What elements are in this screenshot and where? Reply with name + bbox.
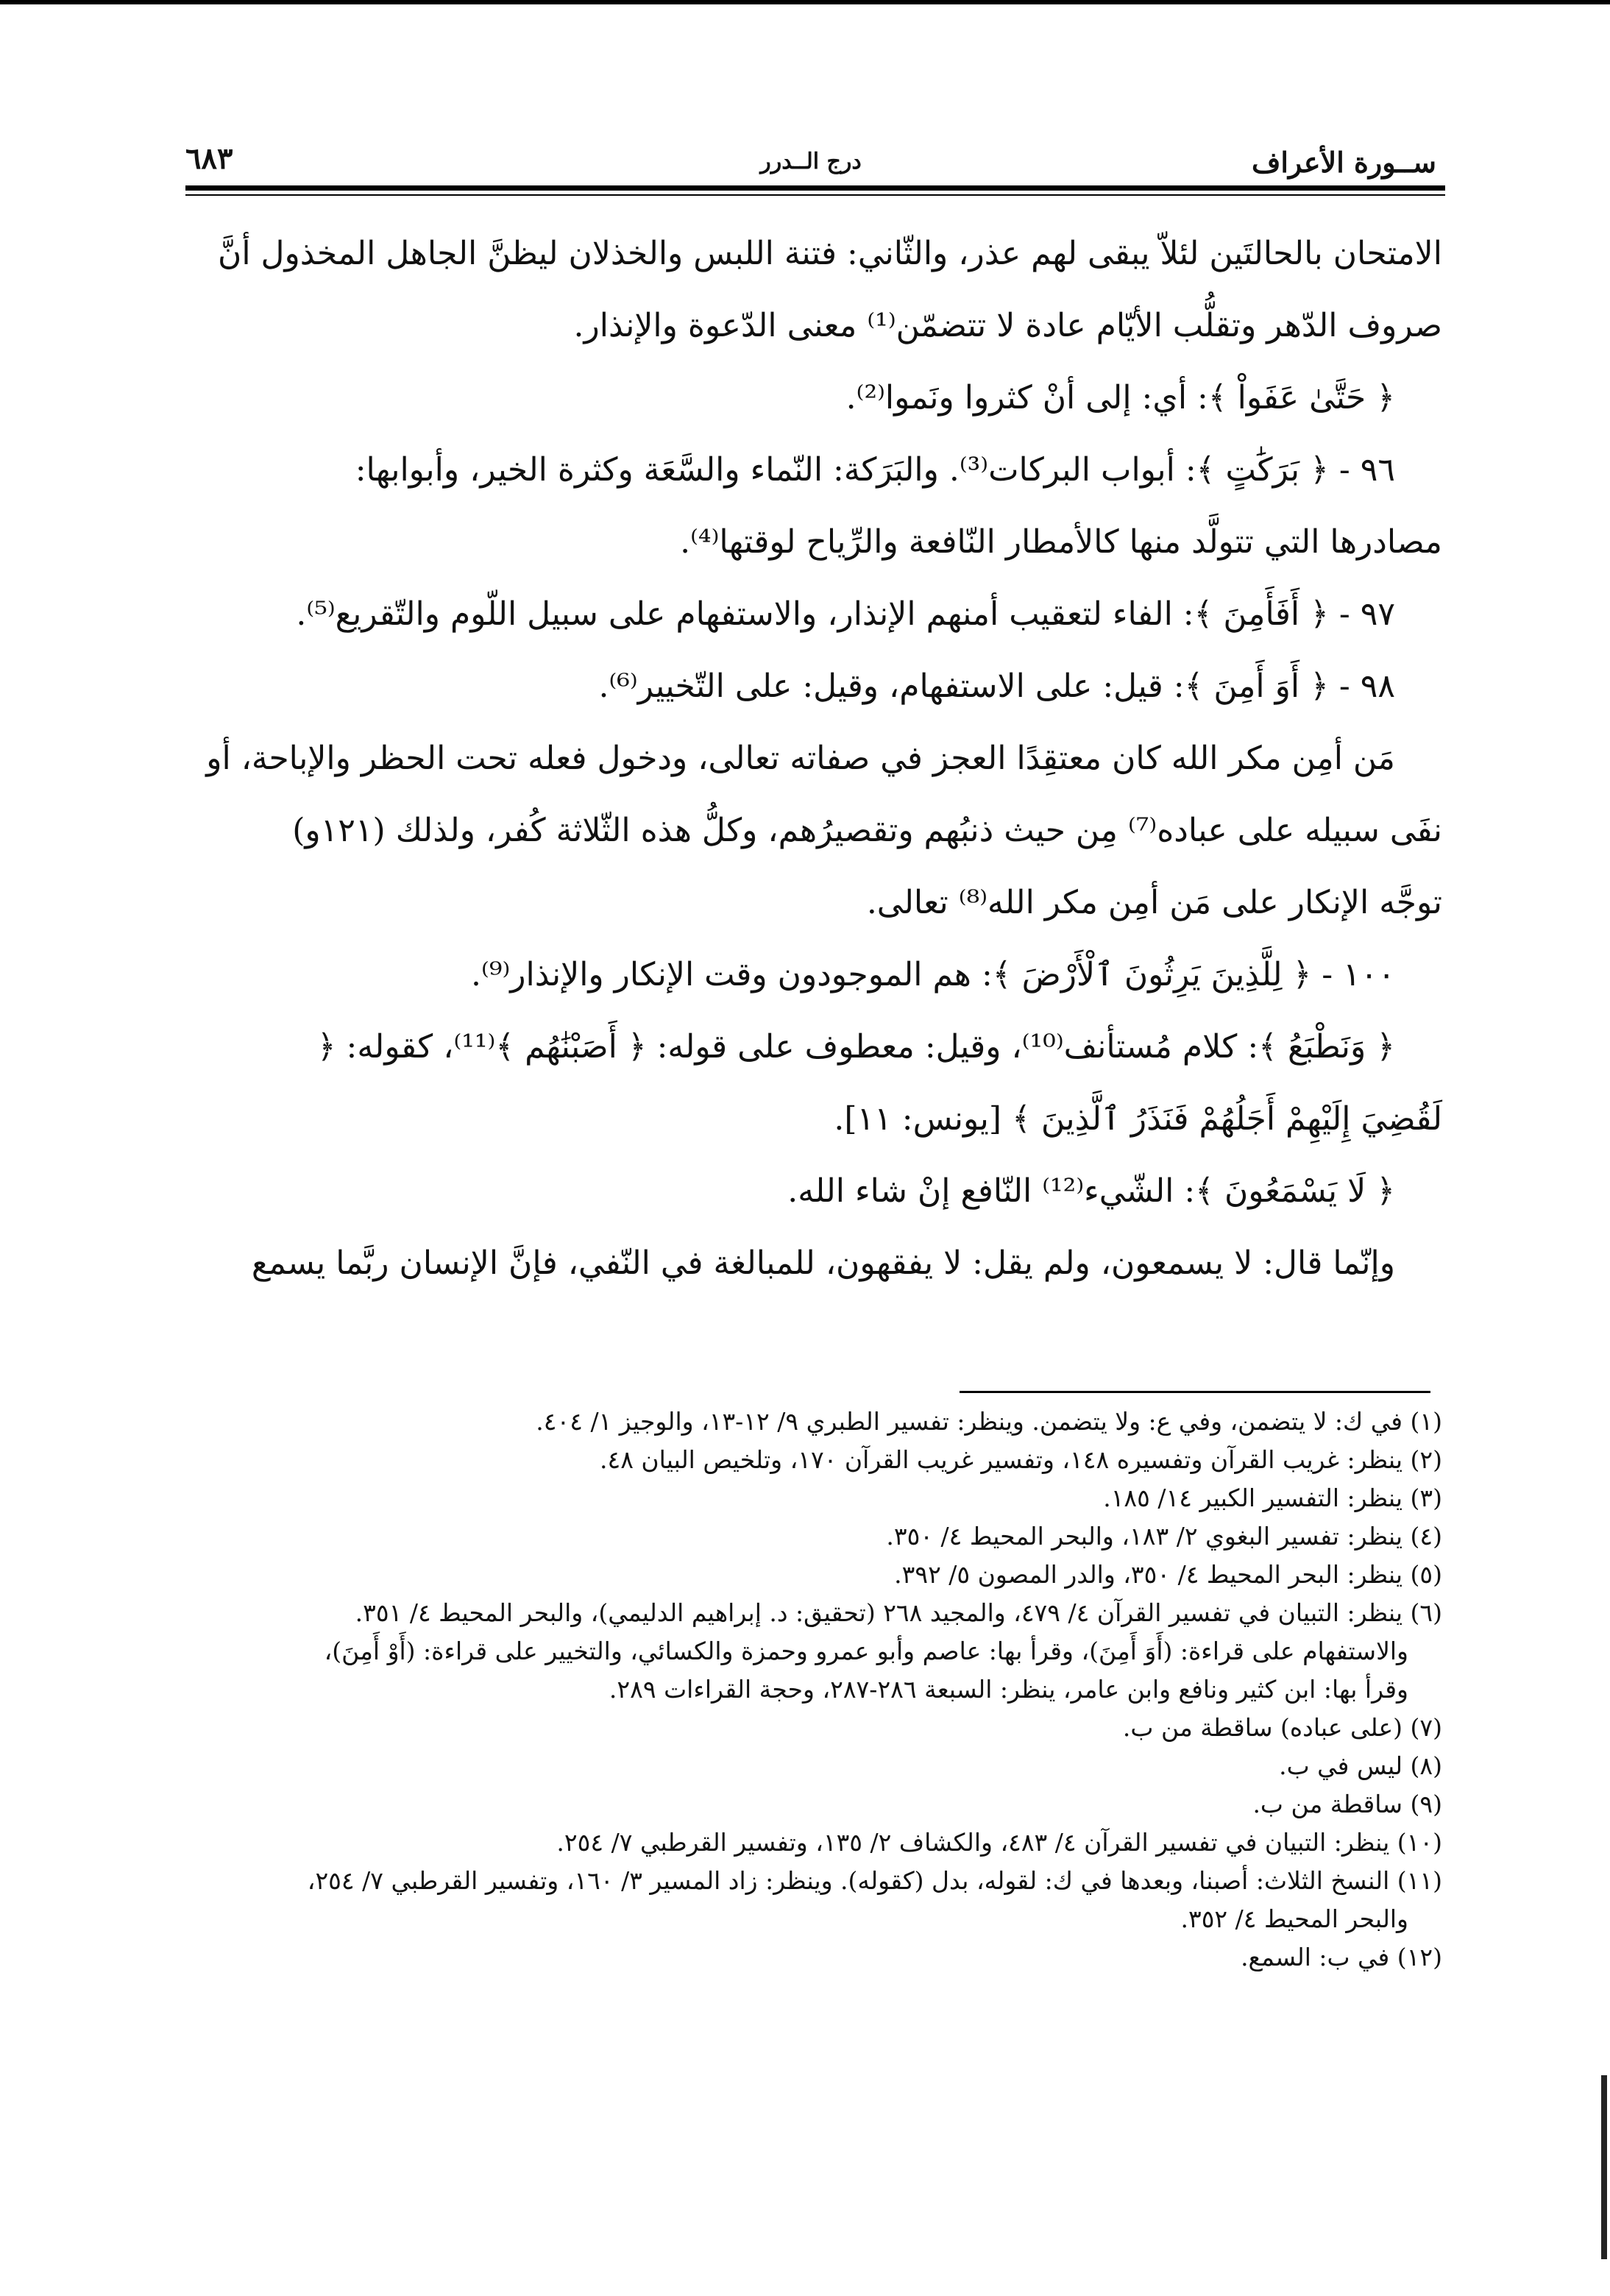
surah-title: ســورة الأعراف	[1251, 146, 1436, 179]
footnote-continuation: والبحر المحيط ٤/ ٣٥٢.	[1180, 1905, 1408, 1933]
footnote-continuation: والاستفهام على قراءة: (أَوَ أَمِنَ)، وقرأ بها: عاصم وأبو عمرو وحمزة والكسائي، والتخيير على قراءة: (أَوْ أَمِنَ)،	[324, 1637, 1408, 1665]
body-line: وإنّما قال: لا يسمعون، ولم يقل: لا يفقهون، للمبالغة في النّفي، فإنَّ الإنسان ربَّما يسمع	[251, 1244, 1395, 1282]
body-line: صروف الدّهر وتقلُّب الأيّام عادة لا تتضمّن⁽¹⁾ معنى الدّعوة والإنذار.	[573, 307, 1442, 344]
footnote: (٨) ليس في ب.	[1279, 1751, 1442, 1780]
top-border	[0, 0, 1610, 4]
footnote: (١١) النسخ الثلاث: أصبنا، وبعدها في ك: لقوله، بدل (كقوله). وينظر: زاد المسير ٣/ ١٦٠، وتفسير القرطبي ٧/ ٢٥٤،	[307, 1866, 1442, 1895]
body-line: نفَى سبيله على عباده⁽⁷⁾ مِن حيث ذنبُهم وتقصيرُهم، وكلُّ هذه الثّلاثة كُفر، ولذلك (١٢١و)	[292, 812, 1442, 849]
book-title: درج الــدرر	[760, 149, 862, 174]
header-rule-thick	[185, 185, 1445, 191]
body-line: ﴿ لَا يَسْمَعُونَ ﴾: الشّيء⁽¹²⁾ النّافع إنْ شاء الله.	[787, 1172, 1395, 1210]
main-text	[177, 218, 1442, 1300]
footnote-separator	[960, 1391, 1430, 1393]
body-line: مَن أمِن مكر الله كان معتقِدًا العجز في صفاته تعالى، ودخول فعله تحت الحظر والإباحة، أو	[206, 740, 1395, 777]
body-line: ٩٦ - ﴿ بَرَكَٰتٍ ﴾: أبواب البركات⁽³⁾. والبَرَكة: النّماء والسَّعَة وكثرة الخير، وأبوابها:	[355, 451, 1395, 489]
body-line: مصادرها التي تتولَّد منها كالأمطار النّافعة والرِّياح لوقتها⁽⁴⁾.	[680, 523, 1442, 561]
footnote: (٤) ينظر: تفسير البغوي ٢/ ١٨٣، والبحر المحيط ٤/ ٣٥٠.	[886, 1522, 1442, 1551]
footnote: (٦) ينظر: التبيان في تفسير القرآن ٤/ ٤٧٩، والمجيد ٢٦٨ (تحقيق: د. إبراهيم الدليمي)، والبحر المحيط ٤/ ٣٥١.	[355, 1598, 1442, 1627]
footnote: (٧) (على عباده) ساقطة من ب.	[1122, 1713, 1442, 1742]
body-line: ١٠٠ - ﴿ لِلَّذِينَ يَرِثُونَ ٱلْأَرْضَ ﴾: هم الموجودون وقت الإنكار والإنذار⁽⁹⁾.	[471, 956, 1395, 993]
scan-edge-mark	[1601, 2075, 1607, 2259]
body-line: لَقُضِيَ إِلَيْهِمْ أَجَلُهُمْ فَنَذَرُ ٱلَّذِينَ ﴾ [يونس: ١١].	[834, 1100, 1442, 1138]
footnote: (١) في ك: لا يتضمن، وفي ع: ولا يتضمن. وينظر: تفسير الطبري ٩/ ١٢-١٣، والوجيز ١/ ٤٠٤.	[536, 1407, 1442, 1436]
body-line: ﴿ وَنَطْبَعُ ﴾: كلام مُستأنف⁽¹⁰⁾، وقيل: معطوف على قوله: ﴿ أَصَبْنَٰهُم ﴾⁽¹¹⁾، كقوله: ﴿	[316, 1028, 1395, 1066]
footnote: (٥) ينظر: البحر المحيط ٤/ ٣٥٠، والدر المصون ٥/ ٣٩٢.	[894, 1560, 1442, 1589]
page-number: ٦٨٣	[185, 141, 233, 176]
body-line: ٩٧ - ﴿ أَفَأَمِنَ ﴾: الفاء لتعقيب أمنهم الإنذار، والاستفهام على سبيل اللّوم والتّقريع⁽⁵⁾.	[296, 595, 1395, 633]
body-line: ﴿ حَتَّىٰ عَفَواْ ﴾: أي: إلى أنْ كثروا ونَموا⁽²⁾.	[845, 379, 1395, 417]
footnote: (١٠) ينظر: التبيان في تفسير القرآن ٤/ ٤٨٣، والكشاف ٢/ ١٣٥، وتفسير القرطبي ٧/ ٢٥٤.	[556, 1828, 1442, 1857]
body-line: توجَّه الإنكار على مَن أمِن مكر الله⁽⁸⁾ تعالى.	[866, 884, 1442, 921]
footnotes	[177, 1403, 1442, 1977]
body-line: الامتحان بالحالتَين لئلاّ يبقى لهم عذر، والثّاني: فتنة اللبس والخذلان ليظنَّ الجاهل المخذول أنَّ	[218, 235, 1442, 272]
running-header	[185, 141, 1436, 183]
footnote: (٩) ساقطة من ب.	[1252, 1790, 1442, 1818]
footnote: (٢) ينظر: غريب القرآن وتفسيره ١٤٨، وتفسير غريب القرآن ١٧٠، وتلخيص البيان ٤٨.	[599, 1445, 1442, 1474]
footnote: (١٢) في ب: السمع.	[1241, 1943, 1442, 1971]
body-line: ٩٨ - ﴿ أَوَ أَمِنَ ﴾: قيل: على الاستفهام، وقيل: على التّخيير⁽⁶⁾.	[598, 667, 1395, 705]
footnote-continuation: وقرأ بها: ابن كثير ونافع وابن عامر، ينظر: السبعة ٢٨٦-٢٨٧، وحجة القراءات ٢٨٩.	[609, 1675, 1408, 1704]
footnote: (٣) ينظر: التفسير الكبير ١٤/ ١٨٥.	[1103, 1484, 1442, 1512]
header-rule-thin	[185, 194, 1445, 196]
